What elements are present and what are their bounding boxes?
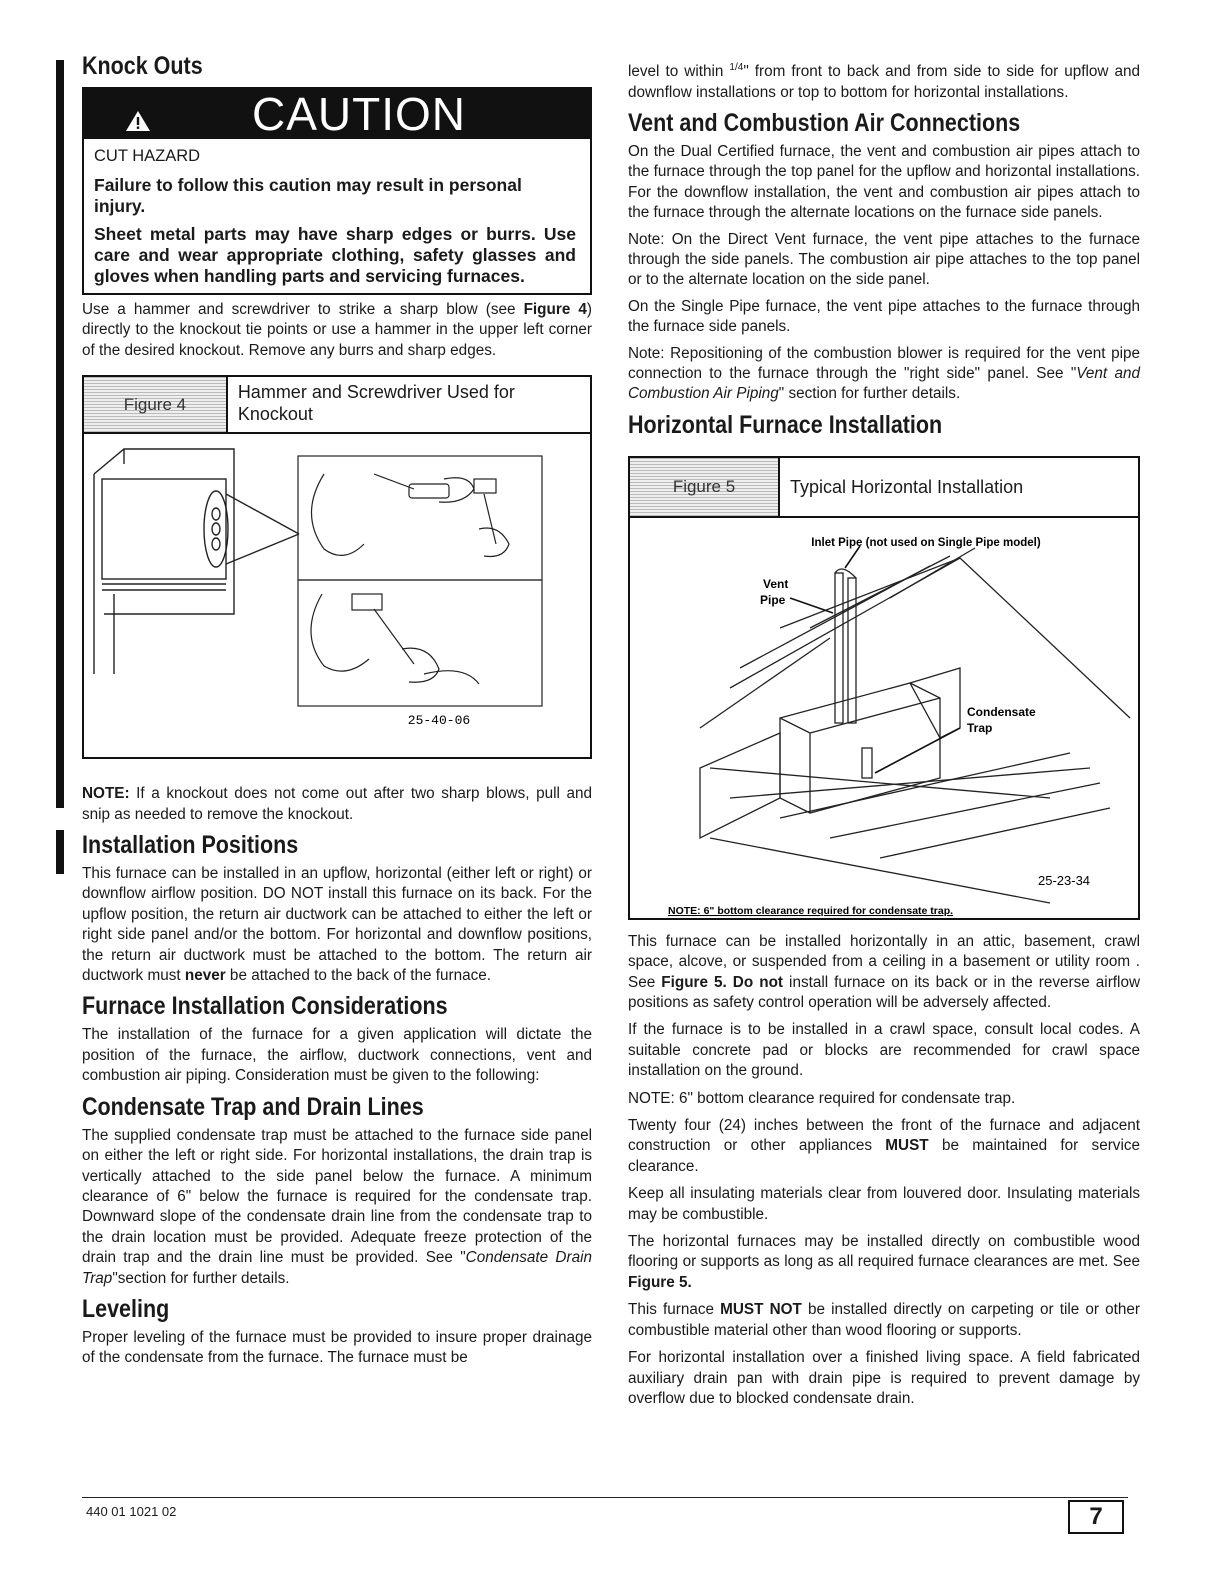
horizontal-paragraph-1: This furnace can be installed horizontally in an attic, basement, crawl space, alcove, or suspended from a ceiling in a basement or utility room . See Figure 5. Do not install furnace on its back or in the reverse airflow positions as safety control operation will be adversely affected. xyxy=(628,932,1140,1011)
knock-outs-heading: Knock Outs xyxy=(82,52,203,80)
caution-box xyxy=(82,87,592,295)
figure-4-illustration xyxy=(84,434,590,734)
figure-5 xyxy=(628,456,1140,920)
condensate-trap-label-2: Trap xyxy=(967,720,993,735)
vent-paragraph-1: On the Dual Certified furnace, the vent and combustion air pipes attach to the furnace through the top panel for the upflow and horizontal installations. For the downflow installation, the vent and combustion air pipes attach to the furnace through the alternate locations on the furnace side panels. xyxy=(628,142,1140,222)
horizontal-paragraph-5: Keep all insulating materials clear from louvered door. Insulating materials may be combustible. xyxy=(628,1185,1140,1223)
vent-combustion-heading: Vent and Combustion Air Connections xyxy=(628,108,1021,137)
installation-positions-heading: Installation Positions xyxy=(82,831,299,860)
caution-line-2: Sheet metal parts may have sharp edges or burrs. Use care and wear appropriate clothing, safety glasses and gloves when handling parts and servicing furnaces. xyxy=(94,224,576,286)
leveling-continued: level to within $^{1/4}$" from front to back and from side to side for upflow and downflow installations or top to bottom for horizontal installations. xyxy=(628,62,1140,101)
caution-line-1: Failure to follow this caution may result in personal injury. xyxy=(94,175,522,216)
considerations-text: The installation of the furnace for a given application will dictate the position of the furnace, the airflow, ductwork connections, vent and combustion air piping. Consideration must be given to the following: xyxy=(82,1026,592,1085)
vent-pipe-label-1: Vent xyxy=(763,576,789,591)
knockout-note: NOTE: If a knockout does not come out after two sharp blows, pull and snip as needed to remove the knockout. xyxy=(82,785,592,823)
condensate-trap-heading: Condensate Trap and Drain Lines xyxy=(82,1092,424,1121)
footer-rule xyxy=(82,1497,1128,1498)
change-bar-note xyxy=(56,830,64,874)
horizontal-paragraph-6: The horizontal furnaces may be installed directly on combustible wood flooring or supports as long as all required furnace clearances are met. See Figure 5. xyxy=(628,1233,1140,1291)
figure-4-label: Figure 4 xyxy=(84,377,228,432)
leveling-text: Proper leveling of the furnace must be provided to insure proper drainage of the condensate from the furnace. The furnace must be xyxy=(82,1328,592,1367)
document-number: 440 01 1021 02 xyxy=(86,1504,177,1519)
vent-paragraph-4: Note: Repositioning of the combustion blower is required for the vent pipe connection to the furnace through the "right side" panel. See "Vent and Combustion Air Piping" section for further details. xyxy=(628,344,1140,403)
figure-4 xyxy=(82,375,592,759)
condensate-text: The supplied condensate trap must be attached to the furnace side panel on either the left or right side. For horizontal installations, the drain trap is vertically attached to the side panel below the furnace. A minimum clearance of 6" below the furnace is required for the condensate trap. Downward slope of the condensate drain line from the condensate trap to the drain location must be provided. Adequate freeze protection of the drain trap and the drain line must be provided. See "Condensate Drain Trap"section for further details. xyxy=(82,1126,592,1287)
figure-4-code: 25-40-06 xyxy=(407,713,471,729)
horizontal-installation-heading: Horizontal Furnace Installation xyxy=(628,410,943,439)
figure-5-label: Figure 5 xyxy=(630,458,780,516)
figure-4-caption: Hammer and Screwdriver Used for Knockout xyxy=(237,382,515,425)
warning-triangle-icon xyxy=(124,109,152,133)
inlet-pipe-label: Inlet Pipe (not used on Single Pipe model) xyxy=(811,536,1041,549)
figure-5-illustration xyxy=(630,518,1138,918)
caution-banner xyxy=(84,89,590,139)
vent-paragraph-2: Note: On the Direct Vent furnace, the vent pipe attaches to the furnace through the side panels. The combustion air pipe attaches to the top panel or to the alternate location on the side panel. xyxy=(628,230,1140,289)
condensate-trap-label-1: Condensate xyxy=(967,704,1036,719)
knockout-paragraph: Use a hammer and screwdriver to strike a sharp blow (see Figure 4) directly to the knockout tie points or use a hammer in the upper left corner of the desired knockout. Remove any burrs and sharp edges. xyxy=(82,301,593,359)
vent-paragraph-3: On the Single Pipe furnace, the vent pipe attaches to the furnace through the furnace side panels. xyxy=(628,297,1140,336)
horizontal-paragraph-8: For horizontal installation over a finished living space. A field fabricated auxiliary drain pan with drain pipe is required to prevent damage by overflow due to blocked condensate drain. xyxy=(628,1349,1140,1407)
figure-5-code: 25-23-34 xyxy=(1038,872,1091,888)
caution-title: CAUTION xyxy=(252,88,466,140)
caution-hazard: CUT HAZARD xyxy=(94,147,201,165)
change-bar-top xyxy=(56,60,64,808)
installation-positions-text: This furnace can be installed in an upflow, horizontal (either left or right) or downflow airflow position. DO NOT install this furnace on its back. For the upflow position, the return air ductwork can be attached to either the left or right side panel and/or the bottom. For horizontal and downflow positions, the return air ductwork must be attached to the bottom. The return air ductwork must never be attached to the back of the furnace. xyxy=(82,865,592,985)
figure-5-note: NOTE: 6" bottom clearance required for condensate trap. xyxy=(668,904,954,917)
furnace-installation-considerations-heading: Furnace Installation Considerations xyxy=(82,992,448,1021)
horizontal-paragraph-4: Twenty four (24) inches between the front of the furnace and adjacent construction or other appliances MUST be maintained for service clearance. xyxy=(628,1117,1140,1175)
horizontal-paragraph-3: NOTE: 6" bottom clearance required for condensate trap. xyxy=(628,1089,1016,1107)
right-column xyxy=(628,58,1140,1409)
figure-5-caption: Typical Horizontal Installation xyxy=(790,476,1024,497)
horizontal-paragraph-7: This furnace MUST NOT be installed directly on carpeting or tile or other combustible material other than wood flooring or supports. xyxy=(628,1301,1140,1339)
leveling-heading: Leveling xyxy=(82,1294,170,1323)
left-column xyxy=(82,52,592,1369)
page-number: 7 xyxy=(1068,1500,1124,1534)
horizontal-paragraph-2: If the furnace is to be installed in a crawl space, consult local codes. A suitable concrete pad or blocks are recommended for crawl space installation on the ground. xyxy=(628,1021,1140,1080)
vent-pipe-label-2: Pipe xyxy=(760,592,786,607)
